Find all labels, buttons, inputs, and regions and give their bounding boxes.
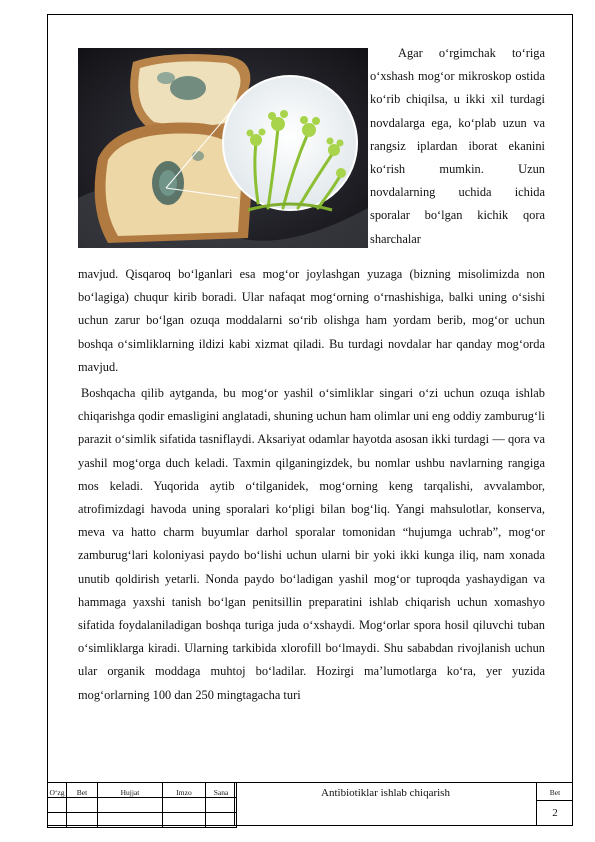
bet-label: Bet [67,783,98,798]
page-number-cell [537,782,573,826]
paragraph-1-bottom: mavjud. Qisqaroq bo‘lganlari esa mog‘or joylashgan yuzaga (bizning misolimizda non bo‘lagiga) chuqur kirib boradi. Ular nafaqat mog‘orning o‘rnashishiga, balki uning o‘sishi uchun zarur bo‘lgan ozuqa moddalarni so‘rib olishga ham yordam berib, mog‘or uchun boshqa o‘simliklarning ildizi kabi xizmat qiladi. Bu turdagi novdalar har qanday mog‘orda mavjud. [78,267,545,374]
document-body [78,42,545,754]
revision-cell [98,813,163,828]
imzo-label: Imzo [163,783,206,798]
page-number: 2 [552,807,558,819]
revision-table [47,782,237,828]
revision-cell [163,798,206,813]
revision-cell [206,813,237,828]
document-title: Antibiotiklar ishlab chiqarish [234,782,537,826]
revision-cell [67,813,98,828]
title-block [47,782,573,826]
revision-cell [163,813,206,828]
paragraph-1-top [370,42,545,251]
mold-bread-illustration [78,48,368,248]
paragraph-1-top-text: Agar o‘rgimchak to‘riga o‘xshash mog‘or mikroskop ostida ko‘rib chiqilsa, u ikki xil turdagi novdalarga ega, ko‘plab uzun va rangsiz iplardan iborat ekanini ko‘rish mumkin. Uzun novdalarning uchida ichida sporalar bo‘lgan kichik qora sharchalar [370,46,545,246]
ozg-label: O‘zg [48,783,67,798]
revision-cell [48,813,67,828]
revision-cell [98,798,163,813]
page-label: Bet [537,782,573,801]
paragraph-2: Boshqacha qilib aytganda, bu mog‘or yashil o‘simliklar singari o‘zi uchun ozuqa ishlab chiqarishga qodir emasligini anglatadi, shuning uchun ham olimlar uni eng oddiy zamburug‘li parazit o‘simlik sifatida tasniflaydi. Aksariyat odamlar hayotda asosan ikki turdagi — qora va yashil mog‘orga duch keladi. Taxmin qilganingizdek, bu nomlar ushbu navlarning rangiga mos keladi. Yuqorida aytib o‘tilganidek, mog‘orning keng tarqalishi, avvalambor, atrofimizdagi havoda uning sporalari ko‘pligi bilan bog‘liq. Yangi mahsulotlar, konserva, meva va hatto charm buyumlar darhol sporalar tomonidan “hujumga uchrab”, mog‘or zamburug‘lari koloniyasi paydo bo‘lishi uchun ularni bir yoki ikki kunga iliq, nam xonada unutib qoldirish yetarli. Nonda paydo bo‘ladigan yashil mog‘or tuproqda yashaydigan va hammaga yaxshi tanish bo‘lgan penitsillin preparatini ishlab chiqarish uchun xomashyo sifatida foydalaniladigan boshqa turiga juda o‘xshaydi. Mog‘orlar spora hosil qiluvchi tuban o‘simliklarga kiradi. Ularning tarkibida xlorofill bo‘lmaydi. Shu sababdan rivojlanish uchun ular organik moddaga muhtoj bo‘ladilar. Hozirgi ma’lumotlarga ko‘ra, yer yuzida mog‘orlarning 100 dan 250 mingtagacha turi [78,386,545,702]
revision-cell [48,798,67,813]
sana-label: Sana [206,783,237,798]
revision-cell [67,798,98,813]
revision-cell [206,798,237,813]
hujjat-label: Hujjat [98,783,163,798]
